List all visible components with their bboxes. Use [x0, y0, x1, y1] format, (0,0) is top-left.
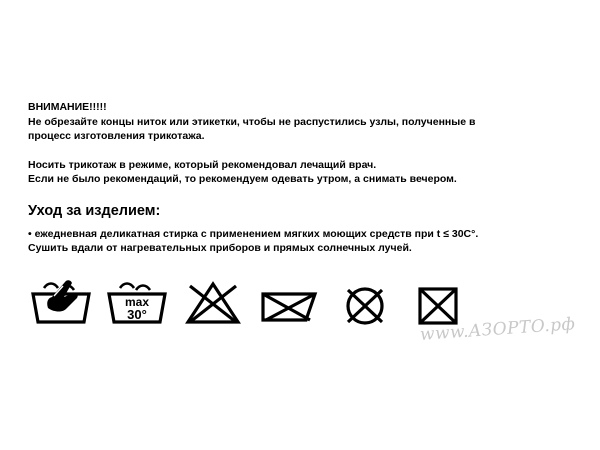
care-symbols-row: [30, 272, 472, 328]
attention-line-1: Не обрезайте концы ниток или этикетки, чтобы не распустились узлы, полученные в: [28, 115, 476, 128]
do-not-tumble-dry-icon: [258, 272, 320, 328]
attention-block: [28, 100, 576, 144]
wear-block: [28, 158, 576, 187]
do-not-iron-icon: [410, 272, 472, 328]
do-not-dry-clean-icon: [334, 272, 396, 328]
care-heading: Уход за изделием:: [28, 202, 161, 219]
machine-wash-label-top: max: [124, 295, 150, 309]
attention-line-2: процесс изготовления трикотажа.: [28, 130, 205, 142]
wear-line-2: Если не было рекомендаций, то рекомендуем одевать утром, а снимать вечером.: [28, 173, 457, 185]
machine-wash-max-30-icon: [106, 272, 168, 328]
attention-title: ВНИМАНИЕ!!!!!: [28, 101, 107, 113]
watermark: www.AЗOPTO.pф: [419, 314, 576, 345]
machine-wash-label-bottom: 30°: [127, 307, 147, 322]
do-not-bleach-icon: [182, 272, 244, 328]
care-line-1: • ежедневная деликатная стирка с применением мягких моющих средств при t ≤ 30C°.: [28, 227, 479, 240]
wear-line-1: Носить трикотаж в режиме, который рекомендовал лечащий врач.: [28, 158, 377, 171]
care-line-2: Сушить вдали от нагревательных приборов и прямых солнечных лучей.: [28, 242, 412, 254]
hand-wash-icon: [30, 272, 92, 328]
care-block: [28, 203, 576, 256]
document-text-content: [28, 100, 576, 256]
